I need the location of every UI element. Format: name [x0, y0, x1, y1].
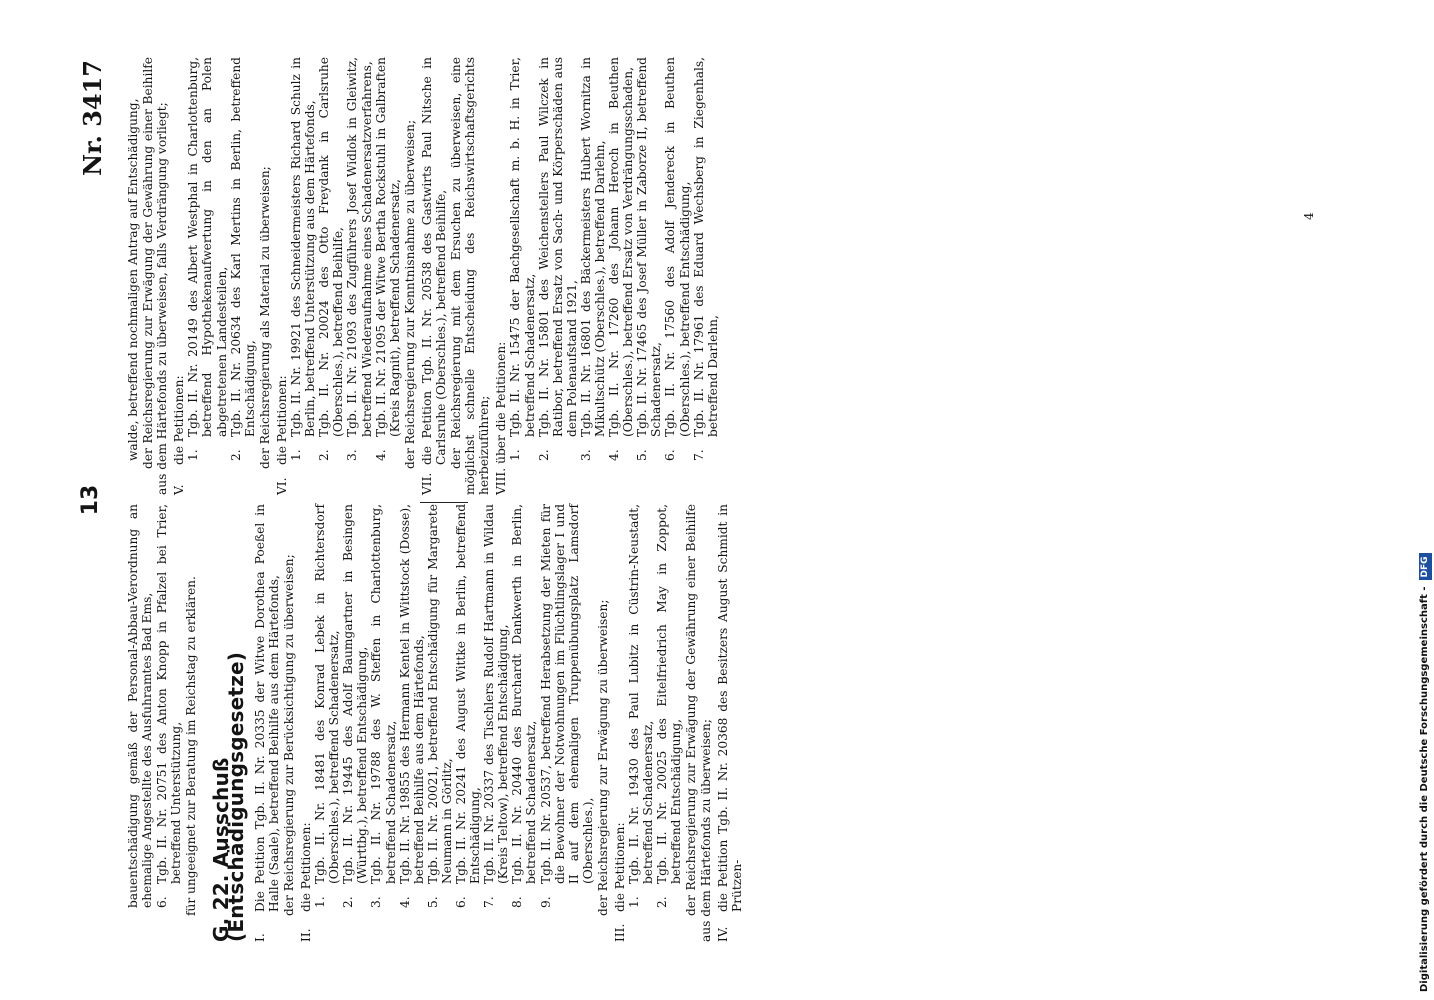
- item-text: Tgb. II. Nr. 19445 des Adolf Baumgartner in Besingen (Württbg.), betreffend Entschädigung,: [341, 504, 370, 884]
- section-2: [299, 504, 313, 942]
- item-number: 1.: [289, 449, 304, 461]
- item-text: Tgb. II. Nr. 20440 des Burchardt Dankwerth in Berlin, betreffend Schadenersatz,: [510, 504, 539, 884]
- section-intro: über die Petitionen:: [494, 341, 509, 464]
- item-text: Tgb. II. Nr. 20337 des Tischlers Rudolf Hartmann in Wildau (Kreis Teltow), betreffend Entschädigung,: [482, 504, 511, 884]
- item-number: 5.: [635, 449, 650, 461]
- item-text: Tgb. II. Nr. 17465 des Josef Müller in Zaborze II, betreffend Schadenersatz,: [635, 57, 664, 437]
- section-8-list: [508, 57, 719, 495]
- section-3-list: [627, 504, 683, 942]
- item-number: 5.: [425, 896, 440, 908]
- item-text: Tgb. II. Nr. 20025 des Eitelfriedrich May in Zoppot, betreffend Entschädigung,: [655, 504, 684, 884]
- left-column: [126, 504, 744, 942]
- item-text: Tgb. II. Nr. 21095 der Witwe Bertha Rockstuhl in Galbraften (Kreis Ragnit), betreffend Schadenersatz,: [373, 57, 402, 437]
- item-number: 8.: [510, 896, 525, 908]
- page-header: [78, 60, 118, 940]
- item-text: Tgb. II. Nr. 20149 des Albert Westphal in Charlottenburg, betreffend Hypothekenaufwertung in den an Polen abgetretenen Landesteilen,: [186, 57, 229, 437]
- list-item: [663, 57, 691, 461]
- list-item: [345, 57, 373, 461]
- section-2-list: [313, 504, 595, 942]
- section-1: [253, 504, 281, 942]
- list-item: [627, 504, 655, 908]
- section-7: [420, 57, 448, 495]
- item-number: 7.: [691, 449, 706, 461]
- item-text: Tgb. II. Nr. 20537, betreffend Herabsetzung der Mieten für die Bewohner der Notwohnungen im Flüchtlingslager I und II auf dem ehemaligen Truppenübungsplatz Lamsdorf (Oberschles.),: [538, 504, 595, 884]
- list-item: [692, 57, 720, 461]
- decision-text: für ungeeignet zur Beratung im Reichstag zu erklären.: [184, 576, 199, 916]
- list-item: [186, 57, 228, 461]
- list-item: [398, 504, 426, 908]
- item-text: Tgb. II. Nr. 20024 des Otto Freydank in Carlsruhe (Oberschles.), betreffend Beihilfe,: [317, 57, 346, 437]
- column-divider: [420, 502, 468, 503]
- item-text: Tgb. II. Nr. 20241 des August Wittke in Berlin, betreffend Entschädigung,: [453, 504, 483, 884]
- item-number: 6.: [663, 449, 678, 461]
- list-item: [508, 57, 536, 461]
- section-text: Die Petition Tgb. II. Nr. 20335 der Witwe Dorothea Poeßel in Halle (Saale), betreffend Beihilfe aus dem Härtefonds,: [252, 504, 281, 912]
- decision-text: der Reichsregierung zur Erwägung der Gewährung einer Beihilfe aus dem Härtefonds zu überweisen, falls Verdrängung vorliegt;: [141, 57, 170, 495]
- item-number: 6.: [453, 896, 468, 908]
- item-text: Tgb. II. Nr. 17961 des Eduard Wechsberg in Ziegenhals, betreffend Darlehn,: [691, 57, 720, 437]
- item-number: 1.: [313, 896, 328, 908]
- item-number: 6.: [155, 896, 170, 908]
- item-number: 2.: [317, 449, 332, 461]
- section-number: IV.: [715, 926, 730, 942]
- item-number: 2.: [228, 449, 243, 461]
- decision-text: der Reichsregierung mit dem Ersuchen zu überweisen, eine möglichst schnelle Entscheidung des Reichswirtschaftsgerichts herbeizuführen;: [449, 57, 492, 495]
- decision-text: der Reichsregierung als Material zu überweisen;: [257, 166, 272, 469]
- list-item: [537, 57, 579, 461]
- section-number: V.: [172, 484, 187, 495]
- item-text: Tgb. II. Nr. 19855 des Hermann Kentel in Wittstock (Dosse), betreffend Beihilfe aus dem Härtefonds,: [397, 504, 426, 884]
- list-item: [454, 504, 482, 908]
- item-number: 3.: [369, 896, 384, 908]
- right-column: [126, 57, 720, 495]
- item-number: 4.: [373, 449, 388, 461]
- list-item: [155, 504, 183, 908]
- item-text: Tgb. II. Nr. 21093 des Zugführers Josef Widlok in Gleiwitz, betreffend Wiederaufnahme eines Schadenersatzverfahrens,: [345, 57, 374, 437]
- item-text: Tgb. II. Nr. 20751 des Anton Knopp in Pfalzel bei Trier, betreffend Unterstützung,: [155, 504, 184, 884]
- item-text: Tgb. II. Nr. 19430 des Paul Lubitz in Cüstrin-Neustadt, betreffend Schadenersatz,: [627, 504, 656, 884]
- item-text: Tgb. II. Nr. 20634 des Karl Mertins in Berlin, betreffend Entschädigung,: [228, 57, 257, 437]
- page-number: 13: [78, 484, 103, 516]
- section-number: II.: [298, 928, 313, 942]
- list-item: [539, 504, 595, 908]
- section-intro: die Petitionen:: [274, 375, 289, 465]
- section-number: VII.: [419, 472, 434, 495]
- decision-text: der Reichsregierung zur Erwägung zu überweisen;: [595, 599, 610, 916]
- folio-mark: 4: [1302, 212, 1316, 220]
- list-item: [229, 57, 257, 461]
- item-number: 9.: [538, 896, 553, 908]
- item-text: Tgb. II. Nr. 17560 des Adolf Jendereck in Beuthen (Oberschles.), betreffend Entschädigung,: [663, 57, 692, 437]
- list-item: [313, 504, 341, 908]
- list-item: [607, 57, 635, 461]
- item-number: 7.: [482, 896, 497, 908]
- continuation-text: walde, betreffend nochmaligen Antrag auf Entschädigung,: [126, 98, 140, 461]
- section-intro: die Petitionen:: [298, 822, 313, 912]
- list-item: [482, 504, 510, 908]
- item-number: 2.: [341, 896, 356, 908]
- item-text: Tgb. II. Nr. 18481 des Konrad Lebek in Richtersdorf (Oberschles.), betreffend Schadenersatz,: [313, 504, 342, 884]
- continuation-text: bauentschädigung gemäß der Personal-Abbau-Verordnung an ehemalige Angestellte des Ausfuhramtes Bad Ems,: [126, 504, 155, 908]
- decision-text: der Reichsregierung zur Kenntnisnahme zu überweisen;: [402, 119, 417, 469]
- item-text: Tgb. II. Nr. 15475 der Bachgesellschaft m. b. H. in Trier, betreffend Schadenersatz,: [508, 57, 537, 437]
- section-heading: G. 22. Ausschuß (Entschädigungsgesetze): [209, 651, 248, 942]
- section-3: [613, 504, 627, 942]
- item-number: 3.: [345, 449, 360, 461]
- dfg-logo: DFG: [1419, 553, 1432, 580]
- list-item: [374, 57, 402, 461]
- section-intro: die Petitionen:: [172, 375, 187, 465]
- list-item: [655, 504, 683, 908]
- item-number: 4.: [607, 449, 622, 461]
- item-number: 1.: [186, 449, 201, 461]
- item-number: 4.: [397, 896, 412, 908]
- credit-text: Digitalisierung gefördert durch die Deutsche Forschungsgemeinschaft -: [1419, 586, 1430, 992]
- item-text: Tgb. II. Nr. 17260 des Johann Heroch in Beuthen (Oberschles.), betreffend Ersatz von Verdrängungsschaden,: [607, 57, 636, 437]
- list-item: [510, 504, 538, 908]
- section-number: III.: [613, 923, 627, 942]
- list-item: [579, 57, 607, 461]
- item-text: Tgb. II. Nr. 19921 des Schneidermeisters Richard Schulz in Berlin, betreffend Unterstützung aus dem Härtefonds,: [289, 57, 318, 437]
- section-6: [275, 57, 289, 495]
- item-text: Tgb. II. Nr. 15801 des Weichenstellers Paul Wilczek in Ratibor, betreffend Ersatz von Sach- und Körperschäden aus dem Polenaufstand 1921,: [536, 57, 579, 437]
- section-text: die Petition Tgb. II. Nr. 20368 des Besitzers August Schmidt in Prützen-: [715, 504, 744, 912]
- section-number: VIII.: [494, 467, 509, 495]
- decision-text: der Reichsregierung zur Berücksichtigung zu überweisen;: [281, 554, 296, 916]
- list-item: [289, 57, 317, 461]
- item-text: Tgb. II. Nr. 19788 des W. Steffen in Charlottenburg, betreffend Schadenersatz,: [369, 504, 398, 884]
- section-4: [716, 504, 744, 942]
- section-intro: die Petitionen:: [613, 822, 627, 912]
- credit-line: [1415, 8, 1434, 992]
- section-number: VI.: [274, 477, 289, 495]
- list-item: [341, 504, 369, 908]
- section-5: [172, 57, 186, 495]
- decision-text: der Reichsregierung zur Erwägung der Gewährung einer Beihilfe aus dem Härtefonds zu überweisen;: [684, 504, 713, 942]
- item-number: 1.: [627, 896, 642, 908]
- list-item: [635, 57, 663, 461]
- item-text: Tgb. II. Nr. 20021, betreffend Entschädigung für Margarete Neumann in Görlitz,: [425, 504, 454, 884]
- item-text: Tgb. II. Nr. 16801 des Bäckermeisters Hubert Wornitza in Mikultschütz (Oberschles.), betreffend Darlehn,: [578, 57, 607, 437]
- item-number: 3.: [578, 449, 593, 461]
- section-5-list: [186, 57, 256, 495]
- list-item: [426, 504, 454, 908]
- section-number: I.: [252, 933, 267, 942]
- section-text: die Petition Tgb. II. Nr. 20538 des Gastwirts Paul Nitsche in Carlsruhe (Oberschles.), betreffend Beihilfe,: [419, 57, 448, 465]
- item-number: 2.: [655, 896, 670, 908]
- item-number: 2.: [536, 449, 551, 461]
- item-number: 1.: [508, 449, 523, 461]
- section-6-list: [289, 57, 402, 495]
- drucksache-number: Nr. 3417: [78, 60, 107, 176]
- list-item: [369, 504, 397, 908]
- section-8: [494, 57, 508, 495]
- digitization-credit: [1415, 8, 1434, 992]
- list-item: [317, 57, 345, 461]
